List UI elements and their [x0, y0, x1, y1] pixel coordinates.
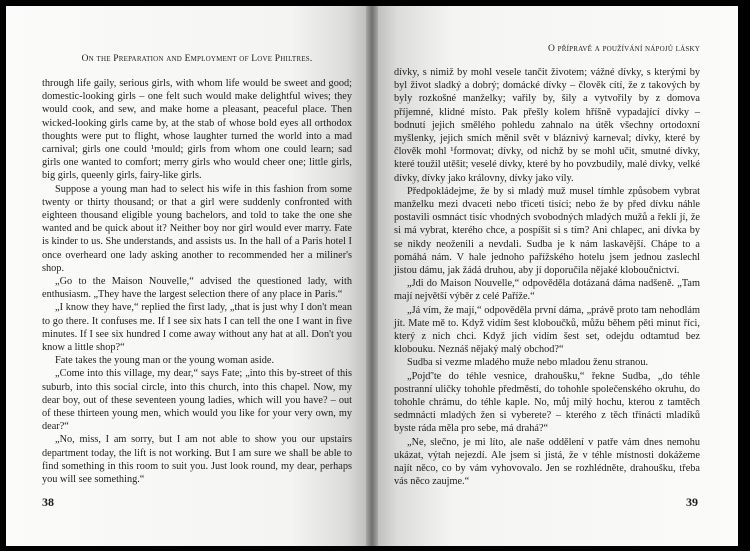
paragraph: „Ne, slečno, je mi líto, ale naše oddělení v patře vám dnes nemohu ukázat, výtah nejezdí. Ale jsem si jistá, že v téhle místnosti dokážeme najít něco, co by vám vyhovovalo. Jen se rozhlédněte, drahoušku, třeba vás něco zaujme.“	[394, 436, 700, 488]
paragraph: dívky, s nimiž by mohl vesele tančit životem; vážné dívky, s kterými by byl život sladký a dobrý; domácké dívky – člověk cítí, že z takových by byly rozkošné manželky; vařily by, šily a vytvořily by z domova příjemné, klidné místo. Pak přešly kolem hříšně vypadající dívky – bodnutí jejich smělého pohledu zahnalo na útěk všechny ortodoxní myšlenky, jejich smích měnil svět v bláznivý karneval; dívky, které by člověk mohl ¹formovat; dívky, od nichž by se mohl učit, smutné dívky, které toužil utěšit; veselé dívky, které by ho povzbudily, malé dívky, velké dívky, dívky jako královny, dívky jako víly.	[394, 67, 700, 184]
book-spread	[6, 6, 738, 546]
paragraph: „I know they have,“ replied the first lady, „that is just why I don't mean to go there. It confuses me. If I see six hats I can tell the one I want in five minutes. If I see six hundred I come away without any hat at all. Don't you know a little shop?“	[42, 302, 352, 354]
running-head: On the Preparation and Employment of Love Philtres.	[81, 54, 313, 64]
running-head: O přípravě a používání nápojů lásky	[547, 44, 700, 54]
body-text	[42, 77, 352, 486]
book-gutter	[366, 6, 378, 546]
paragraph: Suppose a young man had to select his wife in this fashion from some twenty or thirty thousand; or that a girl were suddenly confronted with eighteen thousand eligible young bachelors, and told to take the one she wanted and be quick about it? Neither boy nor girl would ever marry. Fate is kinder to us. She understands, and assists us. In the hall of a Paris hotel I once overheard one lady asking another to recommended her a miliner's shop.	[42, 183, 352, 274]
left-page	[6, 6, 372, 546]
paragraph: Sudba si vezme mladého muže nebo mladou ženu stranou.	[407, 357, 649, 369]
paragraph: „Jdi do Maison Nouvelle,“ odpověděla dotázaná dáma nadšeně. „Tam mají největší výběr z celé Paříže.“	[394, 278, 700, 303]
body-text	[394, 66, 700, 489]
paragraph: Předpokládejme, že by si mladý muž musel tímhle způsobem vybrat manželku mezi dvaceti nebo třiceti tisíci; nebo že by před dívku náhle postavili osmnáct tisíc vhodných svobodných mladých mužů a řekli jí, že si má vybrat, kterého chce, a pospíšit si s tím? Ani chlapec, ani dívka by se nikdy neoženili a nevdali. Sudba je k nám laskavější. Chápe to a pomáhá nám. V hale jednoho pařížského hotelu jsem jednou zaslechl jistou dámu, jak žádá druhou, aby jí doporučila nějaké kloboučnictví.	[394, 185, 700, 277]
paragraph: through life gaily, serious girls, with whom life would be sweet and good; domestic-looking girls – one felt such would make delightful wives; they would cook, and sew, and make home a pleasant, peaceful place. Then wicked-looking girls came by, at the stab of whose bold eyes all orthodox thoughts were put to flight, whose laughter turned the world into a mad carnival; girls one could ¹mould; girls from whom one could learn; sad girls one wanted to comfort; merry girls who would cheer one; little girls, big girls, queenly girls, fairy-like girls.	[42, 78, 352, 182]
paragraph: „Já vím, že mají,“ odpověděla první dáma, „právě proto tam nehodlám jít. Mate mě to. Když vidím šest kloboučků, můžu během pěti minut říci, který z nich chci. Když jich vidím šest set, odejdu odtamtud bez klobouku. Neznáš nějaký malý obchod?“	[394, 304, 700, 356]
paragraph: „Come into this village, my dear,“ says Fate; „into this by-street of this suburb, into this social circle, into this church, into this chapel. Now, my dear boy, out of these seventeen young ladies, which will you have? – out of these thirteen young men, which would you like for your very own, my dear?“	[42, 368, 352, 433]
paragraph: Fate takes the young man or the young woman aside.	[55, 355, 275, 367]
right-page	[372, 6, 738, 546]
paragraph: „Pojď'te do téhle vesnice, drahoušku,“ řekne Sudba, „do téhle postranní uličky tohohle předměstí, do tohohle společenského okruhu, do tohohle chrámu, do téhle kaple. No, můj milý hochu, kterou z tamtěch sedmnácti mladých žen si vyberete? – kterého z těch třinácti mladíků byste ráda měla pro sebe, má drahá?“	[394, 370, 700, 435]
page-number: 39	[686, 495, 698, 509]
page-number: 38	[42, 495, 54, 509]
paragraph: „Go to the Maison Nouvelle,“ advised the questioned lady, with enthusiasm. „They have the largest selection there of any place in Paris.“	[42, 276, 352, 301]
paragraph: „No, miss, I am sorry, but I am not able to show you our upstairs department today, the lift is not working. But I am sure we shall be able to find something in this room to suit you. Just look round, my dear, perhaps you will see something.“	[42, 434, 352, 486]
